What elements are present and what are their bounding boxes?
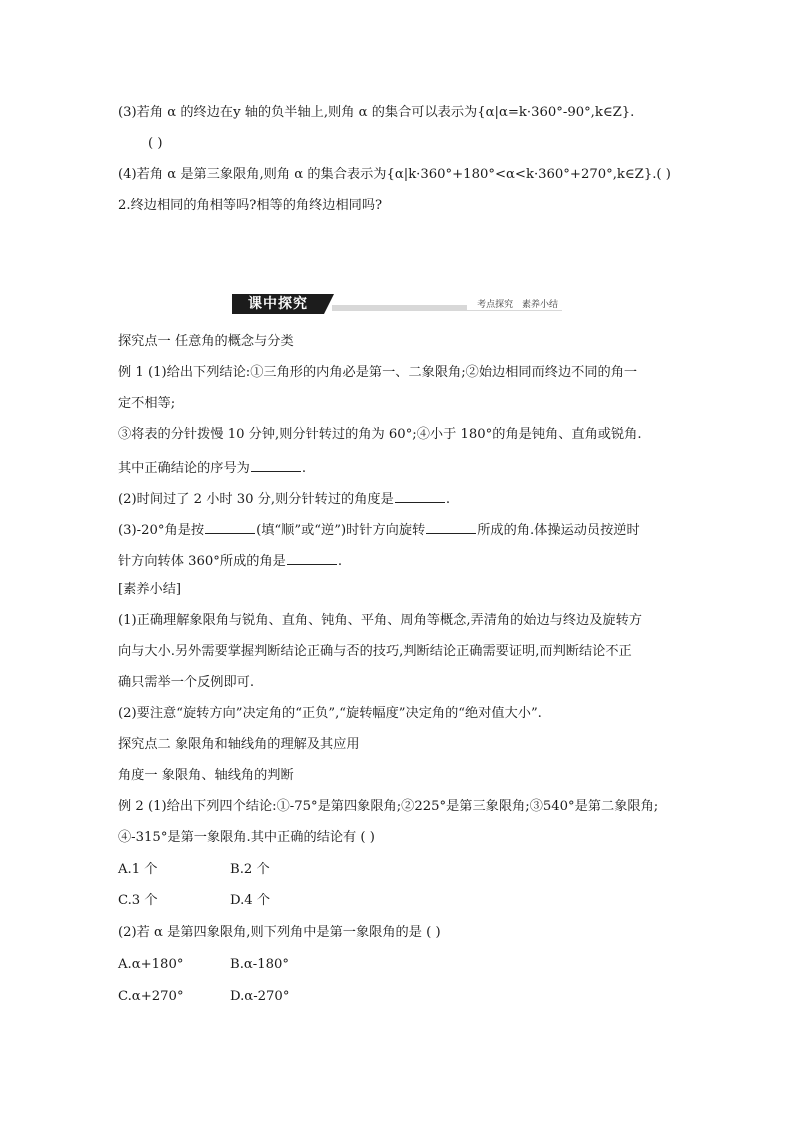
example-1-part-3-cont bbox=[118, 550, 342, 571]
summary-p2: (2)要注意“旋转方向”决定角的“正负”,“旋转幅度”决定角的“绝对值大小”. bbox=[118, 706, 542, 721]
question-3-answer-paren: ( ) bbox=[148, 136, 163, 151]
example-1-part-3-b: (填“顺”或“逆”)时针方向旋转 bbox=[256, 523, 426, 538]
example-1-part-2-prompt: (2)时间过了 2 小时 30 分,则分针转过的角度是 bbox=[118, 492, 394, 507]
option-d: D.4 个 bbox=[230, 893, 271, 908]
answer-blank bbox=[205, 519, 255, 534]
option-d: D.α-270° bbox=[230, 989, 290, 1004]
example-1-part-3-c: 所成的角.体操运动员按逆时 bbox=[477, 523, 640, 538]
section-header-arrow bbox=[324, 294, 334, 314]
example-1-line-c: ③将表的分针拨慢 10 分钟,则分针转过的角为 60°;④小于 180°的角是钝角、直角或锐角. bbox=[118, 427, 642, 442]
option-c: C.α+270° bbox=[118, 989, 184, 1004]
example-2-line-b: ④-315°是第一象限角.其中正确的结论有 ( ) bbox=[118, 830, 375, 845]
answer-blank bbox=[395, 488, 445, 503]
summary-label: [素养小结] bbox=[118, 582, 182, 597]
example-1-line-d bbox=[118, 457, 306, 478]
example-1-prompt: 其中正确结论的序号为 bbox=[118, 461, 250, 476]
question-3: (3)若角 α 的终边在y 轴的负半轴上,则角 α 的集合可以表示为{α|α=k·360°-90°,k∈Z}. bbox=[118, 105, 635, 120]
example-2-line-a: 例 2 (1)给出下列四个结论:①-75°是第四象限角;②225°是第三象限角;③540°是第二象限角; bbox=[118, 799, 659, 814]
option-c: C.3 个 bbox=[118, 893, 158, 908]
summary-p1-c: 确只需举一个反例即可. bbox=[118, 675, 255, 690]
section-header-tags bbox=[467, 297, 562, 310]
example-1-part-3-d: 针方向转体 360°所成的角是 bbox=[118, 554, 286, 569]
example-1-part-3-a: (3)-20°角是按 bbox=[118, 523, 205, 538]
explore-point-1-title: 探究点一 任意角的概念与分类 bbox=[118, 334, 294, 349]
answer-blank bbox=[426, 519, 476, 534]
explore-point-2-title: 探究点二 象限角和轴线角的理解及其应用 bbox=[118, 737, 360, 752]
question-2: 2.终边相同的角相等吗?相等的角终边相同吗? bbox=[118, 198, 383, 213]
option-a: A.α+180° bbox=[118, 957, 184, 972]
answer-blank bbox=[251, 457, 301, 472]
example-1-line-a: 例 1 (1)给出下列结论:①三角形的内角必是第一、二象限角;②始边相同而终边不同的角一 bbox=[118, 365, 638, 380]
option-b: B.2 个 bbox=[230, 862, 270, 877]
header-tag-summary: 素养小结 bbox=[521, 300, 558, 310]
question-4: (4)若角 α 是第三象限角,则角 α 的集合表示为{α|k·360°+180°<α<k·360°+270°,k∈Z}.( ) bbox=[118, 167, 671, 182]
section-header bbox=[232, 294, 562, 314]
example-1-end: . bbox=[301, 461, 307, 476]
header-tag-explore: 考点探究 bbox=[477, 300, 514, 310]
option-a: A.1 个 bbox=[118, 862, 158, 877]
summary-p1-b: 向与大小.另外需要掌握判断结论正确与否的技巧,判断结论正确需要证明,而判断结论不正 bbox=[118, 644, 632, 659]
section-header-title: 课中探究 bbox=[232, 294, 324, 314]
example-1-part-3 bbox=[118, 519, 640, 540]
example-1-line-b: 定不相等; bbox=[118, 396, 176, 411]
example-1-part-2 bbox=[118, 488, 450, 509]
angle-1-title: 角度一 象限角、轴线角的判断 bbox=[118, 768, 294, 783]
answer-blank bbox=[287, 550, 337, 565]
example-2-part-2: (2)若 α 是第四象限角,则下列角中是第一象限角的是 ( ) bbox=[118, 925, 441, 940]
option-b: B.α-180° bbox=[230, 957, 290, 972]
summary-p1-a: (1)正确理解象限角与锐角、直角、钝角、平角、周角等概念,弄清角的始边与终边及旋转方 bbox=[118, 613, 642, 628]
example-1-part-2-end: . bbox=[445, 492, 451, 507]
example-1-part-3-end: . bbox=[337, 554, 343, 569]
